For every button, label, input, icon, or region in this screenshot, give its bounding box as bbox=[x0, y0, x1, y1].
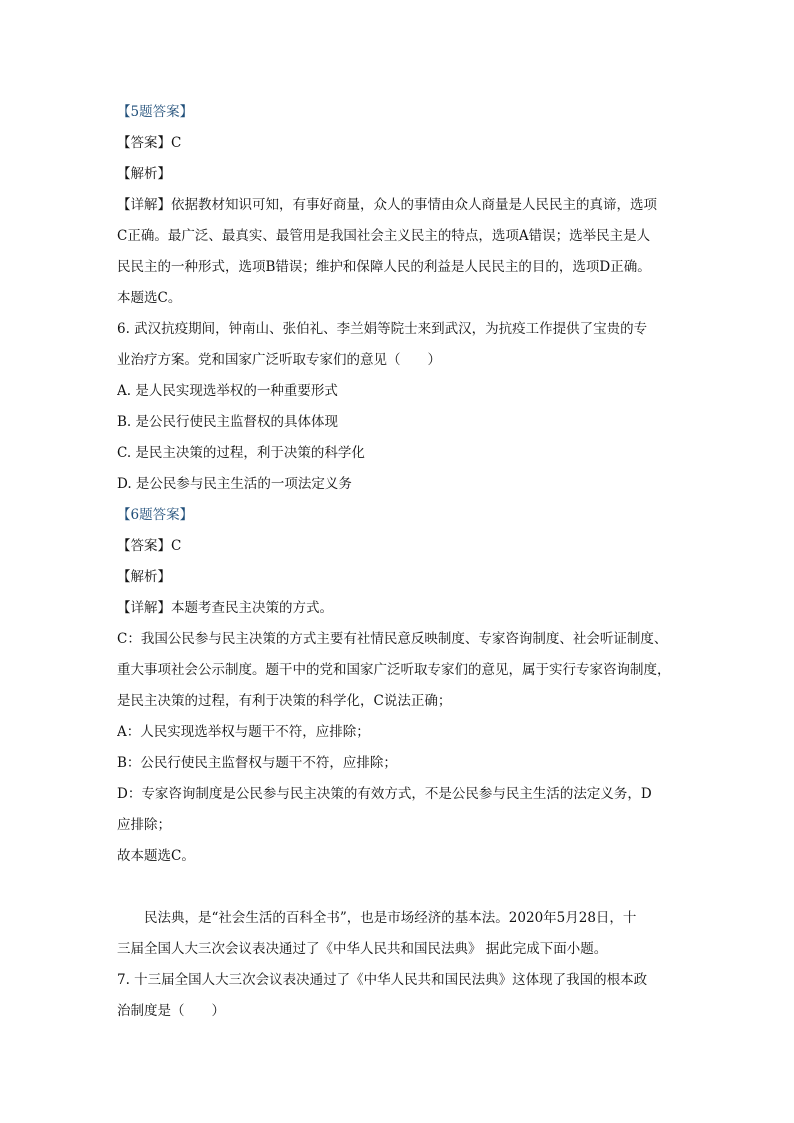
q5-analysis-label: 【解析】 bbox=[117, 166, 171, 182]
q6-stem-line: 业治疗方案。党和国家广泛听取专家们的意见（ ） bbox=[117, 352, 441, 368]
material-line: 三届全国人大三次会议表决通过了《中华人民共和国民法典》 据此完成下面小题。 bbox=[117, 941, 608, 957]
q6-detail-line: 是民主决策的过程，有利于决策的科学化，C说法正确； bbox=[117, 693, 452, 709]
q6-option-d: D. 是公民参与民主生活的一项法定义务 bbox=[117, 476, 352, 492]
q6-option-a: A. 是人民实现选举权的一种重要形式 bbox=[117, 383, 338, 399]
q6-option-c: C. 是民主决策的过程，利于决策的科学化 bbox=[117, 445, 365, 461]
q5-detail-line: 【详解】依据教材知识可知，有事好商量，众人的事情由众人商量是人民民主的真谛，选项 bbox=[117, 197, 657, 213]
q7-stem-line: 治制度是（ ） bbox=[117, 1003, 225, 1019]
q6-option-b: B. 是公民行使民主监督权的具体体现 bbox=[117, 414, 339, 430]
content-column bbox=[117, 97, 687, 1027]
q5-answer-header: 【5题答案】 bbox=[117, 104, 194, 120]
q6-detail-line: 重大事项社会公示制度。题干中的党和国家广泛听取专家们的意见，属于实行专家咨询制度， bbox=[117, 662, 671, 678]
q5-detail-line: 民民主的一种形式，选项B错误；维护和保障人民的利益是人民民主的目的，选项D正确。 bbox=[117, 259, 651, 275]
material-line: 民法典，是“社会生活的百科全书”，也是市场经济的基本法。2020年5月28日，十 bbox=[144, 910, 637, 926]
q5-detail-line: 本题选C。 bbox=[117, 290, 182, 306]
q7-stem-line: 7. 十三届全国人大三次会议表决通过了《中华人民共和国民法典》这体现了我国的根本政 bbox=[117, 972, 648, 988]
q6-detail-line: A：人民实现选举权与题干不符，应排除； bbox=[117, 724, 370, 740]
q5-detail-line: C正确。最广泛、最真实、最管用是我国社会主义民主的特点，选项A错误；选举民主是人 bbox=[117, 228, 651, 244]
q6-analysis-label: 【解析】 bbox=[117, 569, 171, 585]
q6-stem-line: 6. 武汉抗疫期间，钟南山、张伯礼、李兰娟等院士来到武汉，为抗疫工作提供了宝贵的专 bbox=[117, 321, 648, 337]
q6-detail-line: B：公民行使民主监督权与题干不符，应排除； bbox=[117, 755, 397, 771]
section-spacer bbox=[117, 872, 687, 903]
q6-detail-line: 【详解】本题考查民主决策的方式。 bbox=[117, 600, 333, 616]
q6-detail-line: D：专家咨询制度是公民参与民主决策的有效方式，不是公民参与民主生活的法定义务，D bbox=[117, 786, 652, 802]
q6-detail-line: 故本题选C。 bbox=[117, 848, 195, 864]
q6-answer-line: 【答案】C bbox=[117, 538, 182, 554]
q6-answer-header: 【6题答案】 bbox=[117, 507, 194, 523]
q6-detail-line: 应排除； bbox=[117, 817, 171, 833]
q5-answer-line: 【答案】C bbox=[117, 135, 182, 151]
q6-detail-line: C：我国公民参与民主决策的方式主要有社情民意反映制度、专家咨询制度、社会听证制度、 bbox=[117, 631, 668, 647]
